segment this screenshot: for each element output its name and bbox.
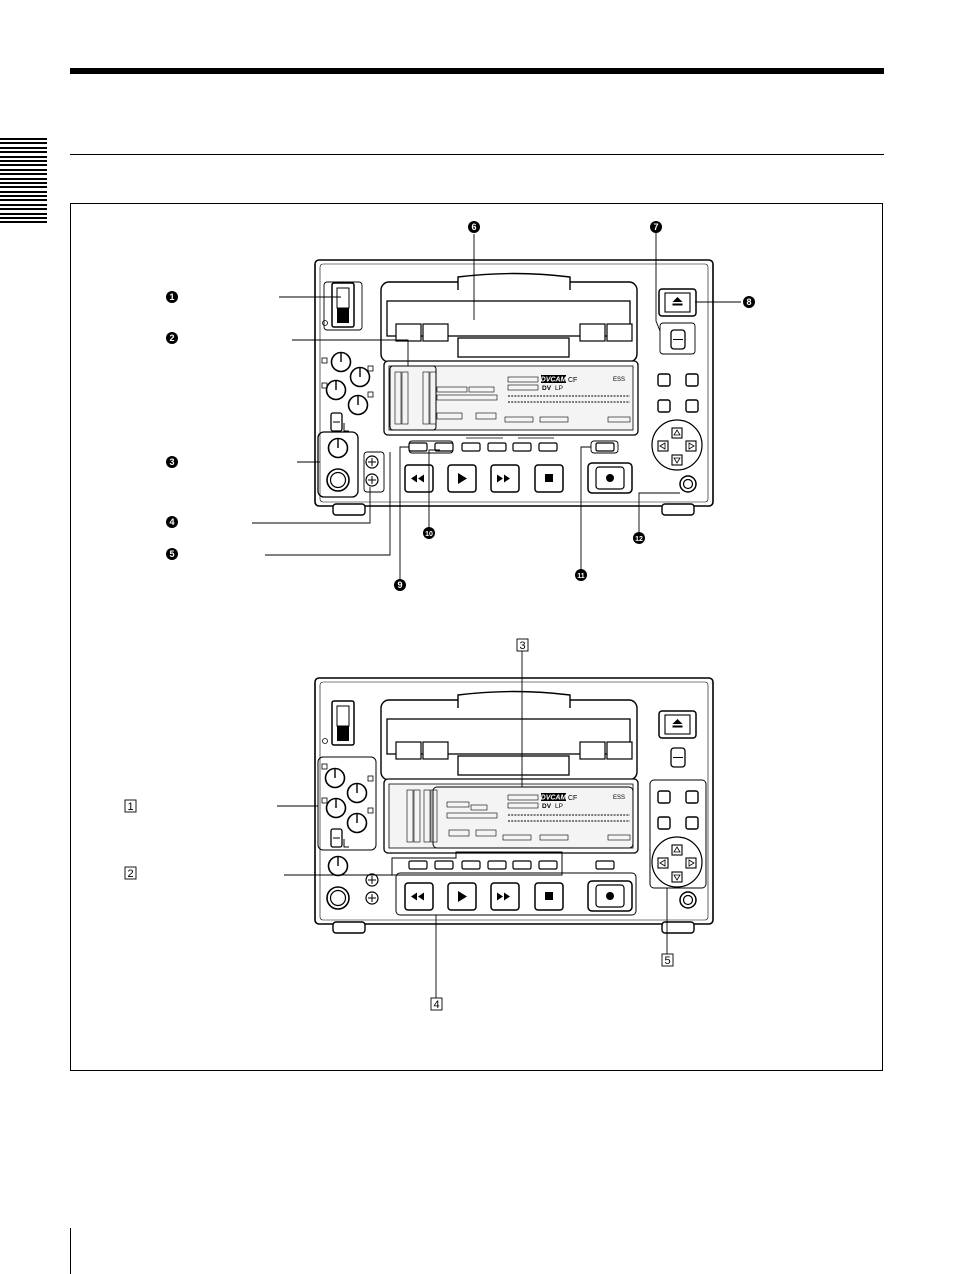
display-dvcam-text: DVCAM — [540, 376, 567, 384]
callout-8: 8 — [746, 297, 752, 307]
top-unit — [315, 260, 713, 515]
callout-4: 4 — [169, 517, 175, 527]
group-callout-4: 4 — [433, 999, 440, 1011]
display-cf-text: CF — [568, 377, 578, 384]
stop-icon — [545, 474, 553, 482]
callout-6: 6 — [471, 222, 477, 232]
display-lp-text: LP — [555, 385, 563, 392]
group-callout-5: 5 — [664, 955, 671, 967]
callout-3: 3 — [169, 457, 175, 467]
callout-2: 2 — [169, 333, 175, 343]
callout-11: 11 — [577, 573, 585, 580]
display-code-text-2: ESS — [613, 795, 626, 801]
record-icon — [606, 474, 614, 482]
group-callout-1: 1 — [127, 801, 134, 813]
callout-5: 5 — [169, 549, 175, 559]
display-dv-text: DV — [542, 385, 552, 392]
callout-9: 9 — [397, 580, 403, 590]
callout-10: 10 — [425, 531, 433, 538]
display-cf-text-2: CF — [568, 795, 578, 802]
display-dvcam-text-2: DVCAM — [540, 794, 567, 802]
display-code-text: ESS — [613, 377, 626, 383]
bottom-unit — [315, 678, 713, 933]
callout-12: 12 — [635, 536, 643, 543]
group-callout-2: 2 — [127, 868, 134, 880]
callout-1: 1 — [169, 292, 175, 302]
display-dv-text-2: DV — [542, 803, 552, 810]
callout-7: 7 — [653, 222, 659, 232]
group-callout-3: 3 — [519, 640, 526, 652]
display-lp-text-2: LP — [555, 803, 563, 810]
